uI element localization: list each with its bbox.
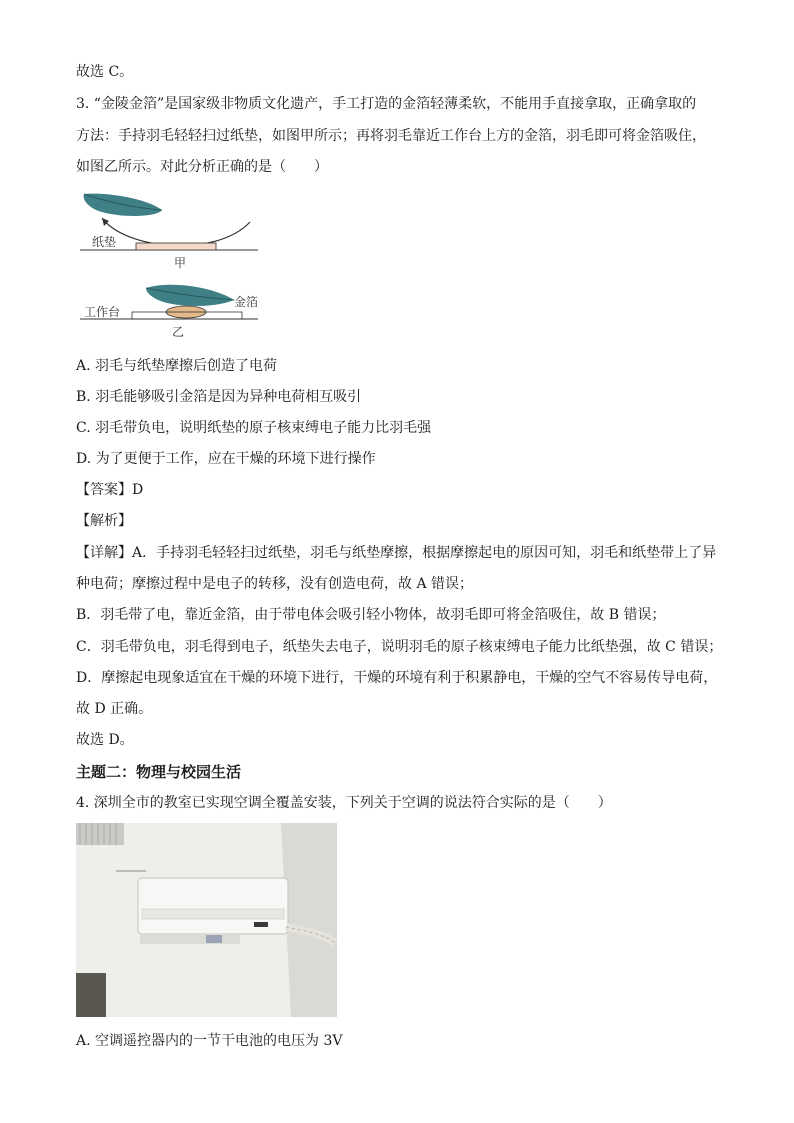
option-b: B. 羽毛能够吸引金箔是因为异种电荷相互吸引 xyxy=(76,389,362,405)
question-3-stem-cont: 如图乙所示。对此分析正确的是（ ） xyxy=(76,159,328,175)
detail-line: C．羽毛带负电，羽毛得到电子，纸垫失去电子，说明羽毛的原子核束缚电子能力比纸垫强，故 C 错误； xyxy=(76,639,723,655)
paper-pad xyxy=(136,243,216,250)
option-a: A. 羽毛与纸垫摩擦后创造了电荷 xyxy=(76,358,278,374)
feather-icon xyxy=(84,194,162,216)
detail-line: 【详解】A．手持羽毛轻轻扫过纸垫，羽毛与纸垫摩擦，根据摩擦起电的原因可知，羽毛和纸垫带上了异 xyxy=(76,545,717,561)
label-gold-foil: 金箔 xyxy=(234,295,259,309)
answer-label: 【答案】D xyxy=(76,482,144,498)
label-jia: 甲 xyxy=(174,256,187,270)
question-4-stem: 4. 深圳全市的教室已实现空调全覆盖安装，下列关于空调的说法符合实际的是（ ） xyxy=(76,795,612,811)
text-line: 故选 D。 xyxy=(76,732,134,748)
label-work-table: 工作台 xyxy=(84,305,121,319)
question-4-option-a: A. 空调遥控器内的一节干电池的电压为 3V xyxy=(76,1033,343,1049)
detail-line: 种电荷；摩擦过程中是电子的转移，没有创造电荷，故 A 错误； xyxy=(76,576,474,592)
air-conditioner-photo xyxy=(76,823,337,1017)
option-d: D. 为了更便于工作，应在干燥的环境下进行操作 xyxy=(76,451,376,467)
option-c: C. 羽毛带负电，说明纸垫的原子核束缚电子能力比羽毛强 xyxy=(76,420,432,436)
label-paper-pad: 纸垫 xyxy=(92,235,117,249)
detail-line: 故 D 正确。 xyxy=(76,701,153,717)
text-line: 故选 C。 xyxy=(76,64,134,80)
motion-arc xyxy=(102,218,250,246)
feather-icon-2 xyxy=(146,285,234,306)
feather-figure xyxy=(76,188,276,338)
question-3-stem: 3. “金陵金箔”是国家级非物质文化遗产，手工打造的金箔轻薄柔软，不能用手直接拿取，正确拿取的 xyxy=(76,96,697,112)
section-heading: 主题二：物理与校园生活 xyxy=(76,763,242,781)
detail-line: B．羽毛带了电，靠近金箔，由于带电体会吸引轻小物体，故羽毛即可将金箔吸住，故 B 错误； xyxy=(76,607,666,623)
label-yi: 乙 xyxy=(172,325,185,338)
question-3-stem-cont: 方法：手持羽毛轻轻扫过纸垫，如图甲所示；再将羽毛靠近工作台上方的金箔，羽毛即可将金箔吸住， xyxy=(76,128,706,144)
detail-line: D．摩擦起电现象适宜在干燥的环境下进行，干燥的环境有利于积累静电，干燥的空气不容易传导电荷， xyxy=(76,670,718,686)
analysis-label: 【解析】 xyxy=(76,513,132,529)
